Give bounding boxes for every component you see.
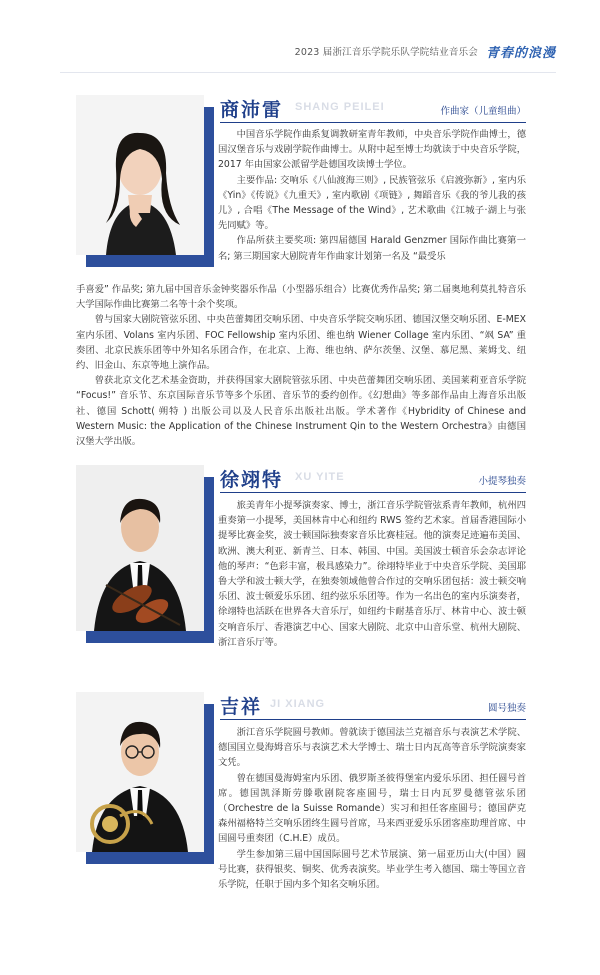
concert-logo: 青春的浪漫	[485, 45, 556, 61]
concert-title: 2023 届浙江音乐学院乐队学院结业音乐会	[294, 47, 478, 58]
bio-paragraph: 旅美青年小提琴演奏家、博士，浙江音乐学院管弦系青年教师，杭州四重奏第一小提琴，美国林肯中心和纽约 RWS 签约艺术家。首届香港国际小提琴比赛金奖，波士顿国际独奏家音乐比赛桂冠。他的演奏足迹遍布美国、欧洲、澳大利亚、新青兰、日本、韩国、中国。美国波士顿音乐会杂志评论他的琴声：“色彩丰富，极具感染力”。徐翊特毕业于中央音乐学院、美国耶鲁大学和波士顿大学，在独奏领域他曾合作过的交响乐团包括：波士顿交响乐团、波士顿爱乐乐团、纽约弦乐乐团等。作为一名出色的室内乐演奏者，徐翊特也活跃在世界各大音乐厅，如纽约卡耐基音乐厅、林肯中心、波士顿交响音乐厅、香港演艺中心、国家大剧院、北京中山音乐堂、杭州大剧院、浙江音乐厅等。	[218, 500, 526, 648]
bio-paragraph: 学生参加第三届中国国际圆号艺术节展演、第一届亚历山大(中国）圆号比赛，获得银奖、铜奖、优秀表演奖。毕业学生考入德国、瑞士等国立音乐学院，任职于国内多个知名交响乐团。	[218, 848, 526, 891]
name-divider	[220, 122, 526, 123]
performer-role: 圆号独奏	[487, 703, 526, 714]
performer-bio-1	[218, 127, 526, 264]
name-divider	[220, 492, 526, 493]
bio-paragraph: 中国音乐学院作曲系复调教研室青年教师，中央音乐学院作曲博士，德国汉堡音乐与戏剧学院作曲博士。从附中起至博士均就读于中央音乐学院，2017 年由国家公派留学赴德国攻读博士学位。	[218, 129, 526, 171]
bio-paragraph: 浙江音乐学院圆号教师。曾就读于德国法兰克福音乐与表演艺术学院、德国国立曼海姆音乐与表演艺术大学博士、瑞士日内瓦高等音乐学院演奏家文凭。	[218, 727, 526, 769]
performer-bio-3	[218, 725, 526, 892]
performer-role: 作曲家（儿童组曲）	[440, 106, 526, 117]
name-divider	[220, 719, 526, 720]
header-divider	[60, 72, 556, 73]
performer-header-2	[220, 465, 526, 493]
portrait-image	[76, 465, 204, 631]
bio-paragraph: 曾在德国曼海姆室内乐团、俄罗斯圣彼得堡室内爱乐乐团、担任圆号首席。德国凯泽斯劳滕歌剧院客座圆号，瑞士日内瓦罗曼德管弦乐团（Orchestre de la Suisse Romande）实习和担任客座圆号；德国萨克森州福格特兰交响乐团终生圆号首席，马来西亚爱乐乐团客座助理首席、中国圆号重奏团（C.H.E）成员。	[218, 772, 526, 845]
performer-name: 徐翊特	[220, 469, 284, 491]
performer-bio-2	[218, 498, 526, 650]
performer-role: 小提琴独奏	[478, 476, 526, 487]
performer-name: 吉祥	[220, 696, 263, 718]
performer-pinyin: JI XIANG	[270, 698, 326, 710]
performer-bio-1-wide	[76, 282, 526, 449]
bio-paragraph: 主要作品: 交响乐《八仙渡海三则》, 民族管弦乐《启渡弥新》, 室内乐《Yin》《传说》《九重天》, 室内歌剧《项链》, 舞蹈音乐《我的爷儿我的孩儿》, 合唱《The Message of the Wind》, 艺术歌曲《江城子·湖上与张先同赋》等。	[218, 174, 526, 232]
bio-paragraph: 曾与国家大剧院管弦乐团、中央芭蕾舞团交响乐团、中央音乐学院交响乐团、德国汉堡交响乐团、E-MEX 室内乐团、Volans 室内乐团、FOC Fellowship 室内乐团、维也纳 Wiener Collage 室内乐团、“飒 SA” 重奏团、北京民族乐团等中外知名乐团合作，在北京、上海、维也纳、萨尔茨堡、汉堡、慕尼黑、莱姆戈、纽约、旧金山、东京等地上演作品。	[76, 314, 526, 372]
performer-header-1	[220, 95, 526, 123]
performer-name: 商沛雷	[220, 99, 284, 121]
portrait-image	[76, 692, 204, 852]
page-header	[295, 36, 556, 66]
performer-pinyin: SHANG PEILEI	[295, 101, 385, 113]
bio-paragraph: 手喜爱” 作品奖; 第九届中国音乐金钟奖器乐作品（小型器乐组合）比赛优秀作品奖; 第二届奥地利莫扎特音乐大学国际作曲比赛第二名等十余个奖项。	[76, 284, 526, 311]
bio-paragraph: 作品所获主要奖项: 第四届德国 Harald Genzmer 国际作曲比赛第一名; 第三期国家大剧院青年作曲家计划第一名及 “最受乐	[218, 235, 526, 262]
performer-pinyin: XU YITE	[295, 471, 345, 483]
bio-paragraph: 曾获北京文化艺术基金资助，并获得国家大剧院管弦乐团、中央芭蕾舞团交响乐团、美国莱莉亚音乐学院 “Focus!” 音乐节、东京国际音乐节等多个乐团、音乐节的委约创作。《幻想曲》等多部作品由上海音乐出版社、德国 Schott( 朔特 ) 出版公司以及人民音乐出版社出版。学术著作《Hybridity of Chinese and Western Music: the Application of the Chinese Instrument Qin to the Western Orchestra》由德国汉堡大学出版。	[76, 375, 526, 448]
portrait-image	[76, 95, 204, 255]
performer-header-3	[220, 692, 526, 720]
